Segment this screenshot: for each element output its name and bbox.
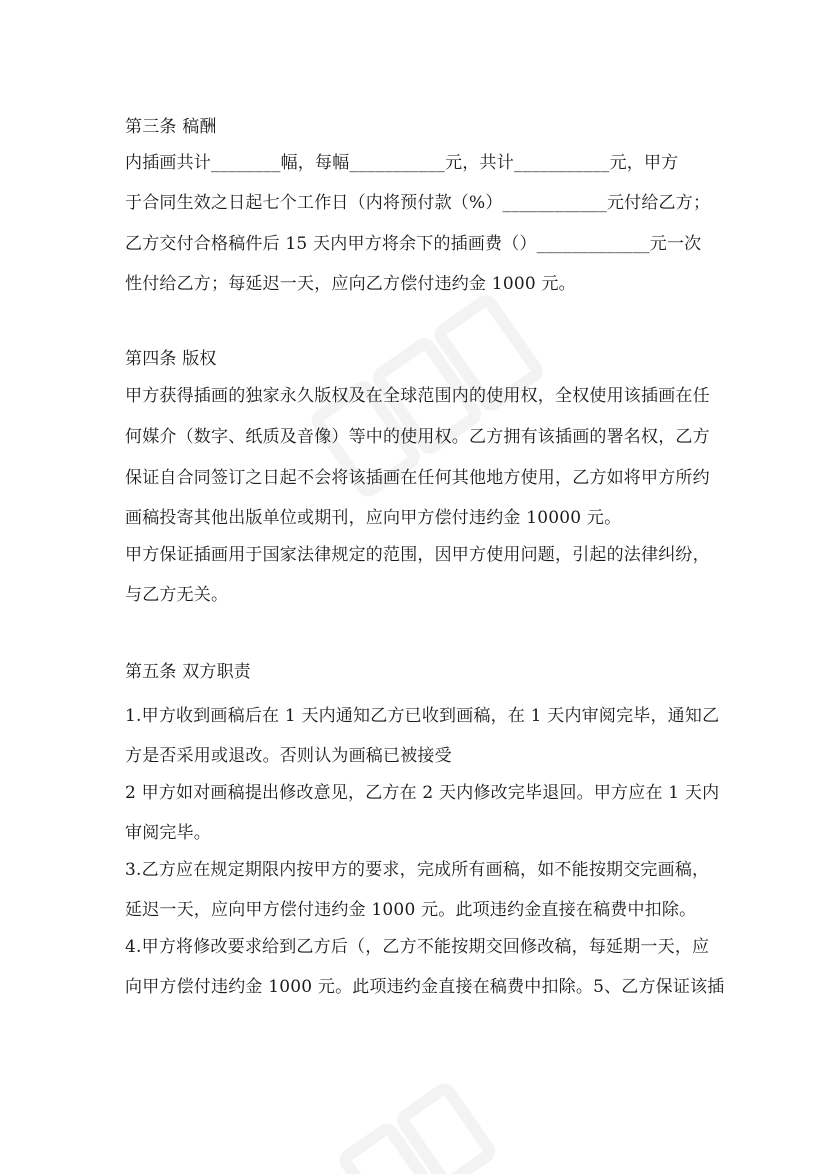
article-4-heading: 第四条 版权 bbox=[125, 349, 217, 369]
article-5-line: 3.乙方应在规定期限内按甲方的要求，完成所有画稿，如不能按期交完画稿， bbox=[125, 860, 710, 880]
article-5-line: 方是否采用或退改。否则认为画稿已被接受 bbox=[125, 746, 452, 766]
article-4-line: 与乙方无关。 bbox=[125, 585, 229, 605]
article-4-line: 保证自合同签订之日起不会将该插画在任何其他地方使用，乙方如将甲方所约 bbox=[125, 468, 710, 488]
article-5-line: 审阅完毕。 bbox=[125, 823, 211, 843]
article-5-heading: 第五条 双方职责 bbox=[125, 662, 252, 682]
article-5-line: 2 甲方如对画稿提出修改意见，乙方在 2 天内修改完毕退回。甲方应在 1 天内 bbox=[125, 783, 720, 803]
article-3-line: 乙方交付合格稿件后 15 天内甲方将余下的插画费（）_____________元一次 bbox=[125, 234, 702, 254]
article-4-line: 甲方获得插画的独家永久版权及在全球范围内的使用权，全权使用该插画在任 bbox=[125, 386, 710, 406]
article-5-line: 延迟一天，应向甲方偿付违约金 1000 元。此项违约金直接在稿费中扣除。 bbox=[125, 900, 697, 920]
article-3-line: 于合同生效之日起七个工作日（内将预付款（%）____________元付给乙方； bbox=[125, 193, 711, 213]
article-3-line: 性付给乙方；每延迟一天，应向乙方偿付违约金 1000 元。 bbox=[125, 274, 576, 294]
article-5-line: 1.甲方收到画稿后在 1 天内通知乙方已收到画稿，在 1 天内审阅完毕，通知乙 bbox=[125, 706, 720, 726]
article-5-line: 4.甲方将修改要求给到乙方后（，乙方不能按期交回修改稿，每延期一天，应 bbox=[125, 937, 710, 957]
article-3-line: 内插画共计________幅，每幅___________元，共计___________元，甲方 bbox=[125, 153, 679, 173]
watermark-logo bbox=[330, 1060, 550, 1174]
article-3-heading: 第三条 稿酬 bbox=[125, 117, 217, 137]
article-5-line: 向甲方偿付违约金 1000 元。此项违约金直接在稿费中扣除。5、乙方保证该插 bbox=[125, 977, 725, 997]
article-4-line: 何媒介（数字、纸质及音像）等中的使用权。乙方拥有该插画的署名权，乙方 bbox=[125, 427, 710, 447]
article-4-line: 画稿投寄其他出版单位或期刊，应向甲方偿付违约金 10000 元。 bbox=[125, 508, 622, 528]
article-4-line: 甲方保证插画用于国家法律规定的范围，因甲方使用问题，引起的法律纠纷， bbox=[125, 545, 710, 565]
